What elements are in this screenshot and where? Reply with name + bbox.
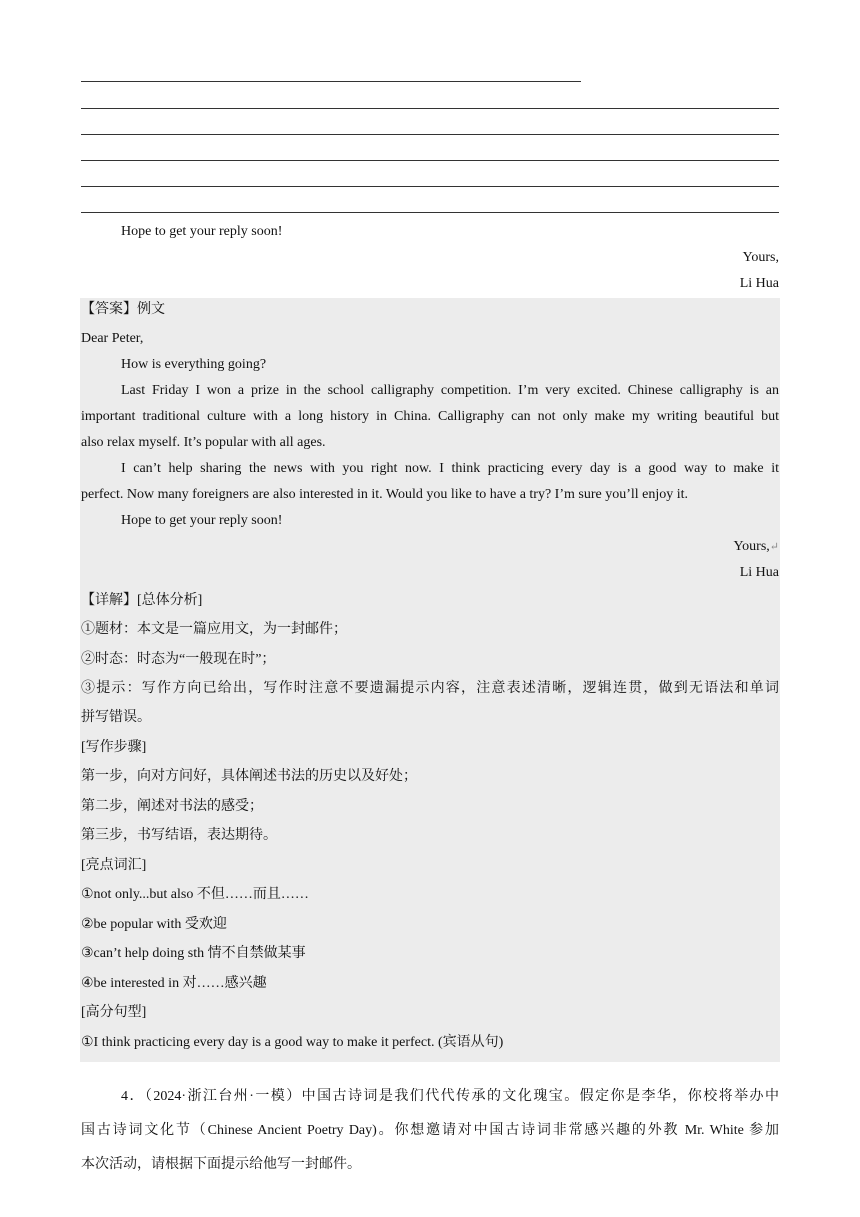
vocab-label: [亮点词汇] <box>81 858 147 873</box>
letter-paragraph-1-line: also relax myself. It’s popular with all ages. <box>81 435 326 450</box>
vocab-item: ③can’t help doing sth 情不自禁做某事 <box>81 946 306 961</box>
blank-writing-line <box>81 134 779 135</box>
step-item: 第三步，书写结语，表达期待。 <box>81 828 277 843</box>
closing-yours: Yours, <box>742 250 779 265</box>
step-item: 第二步，阐述对书法的感受； <box>81 799 263 814</box>
analysis-item: ②时态：时态为“一般现在时”； <box>81 652 276 667</box>
vocab-item: ①not only...but also 不但……而且…… <box>81 887 309 902</box>
blank-writing-line <box>81 160 779 161</box>
letter-paragraph-2-line: perfect. Now many foreigners are also interested in it. Would you like to have a try? I’m sure you’ll enjoy it. <box>81 487 689 502</box>
letter-signature: Li Hua <box>739 565 779 580</box>
question-4-line: 4．（2024·浙江台州·一模）中国古诗词是我们代代传承的文化瑰宝。假定你是李华，你校将举办中 <box>121 1089 779 1104</box>
analysis-label: 【详解】[总体分析] <box>81 593 203 608</box>
question-4-line: 本次活动，请根据下面提示给他写一封邮件。 <box>81 1157 361 1172</box>
blank-writing-line <box>81 186 779 187</box>
analysis-item: ③提示：写作方向已给出，写作时注意不要遗漏提示内容，注意表述清晰，逻辑连贯，做到无语法和单词 <box>81 681 779 696</box>
vocab-item: ②be popular with 受欢迎 <box>81 917 227 932</box>
analysis-item: 拼写错误。 <box>81 710 151 725</box>
answer-label: 【答案】例文 <box>81 302 165 317</box>
steps-label: [写作步骤] <box>81 740 147 755</box>
letter-yours <box>733 537 779 557</box>
vocab-item: ④be interested in 对……感兴趣 <box>81 976 267 991</box>
blank-writing-line <box>81 212 779 213</box>
question-4-line: 国古诗词文化节（Chinese Ancient Poetry Day)。你想邀请对中国古诗词非常感兴趣的外教 Mr. White 参加 <box>81 1123 779 1138</box>
sentence-label: [高分句型] <box>81 1005 147 1020</box>
paragraph-mark-icon: ↵ <box>769 541 779 553</box>
letter-yours-text: Yours, <box>733 539 770 554</box>
blank-writing-line <box>81 108 779 109</box>
analysis-item: ①题材：本文是一篇应用文，为一封邮件； <box>81 622 347 637</box>
letter-salutation: Dear Peter, <box>81 331 144 346</box>
closing-name: Li Hua <box>739 276 779 291</box>
letter-greeting: How is everything going? <box>121 357 267 372</box>
letter-hope: Hope to get your reply soon! <box>121 513 283 528</box>
step-item: 第一步，向对方问好，具体阐述书法的历史以及好处； <box>81 769 417 784</box>
letter-paragraph-2-line: I can’t help sharing the news with you right now. I think practicing every day is a good way to make it <box>121 461 779 476</box>
letter-paragraph-1-line: important traditional culture with a long history in China. Calligraphy can not only make my writing beautiful but <box>81 409 779 424</box>
closing-hope: Hope to get your reply soon! <box>121 224 283 239</box>
blank-writing-line <box>81 81 581 82</box>
sentence-item: ①I think practicing every day is a good way to make it perfect. (宾语从句) <box>81 1035 504 1050</box>
letter-paragraph-1-line: Last Friday I won a prize in the school calligraphy competition. I’m very excited. Chinese calligraphy is an <box>121 383 779 398</box>
